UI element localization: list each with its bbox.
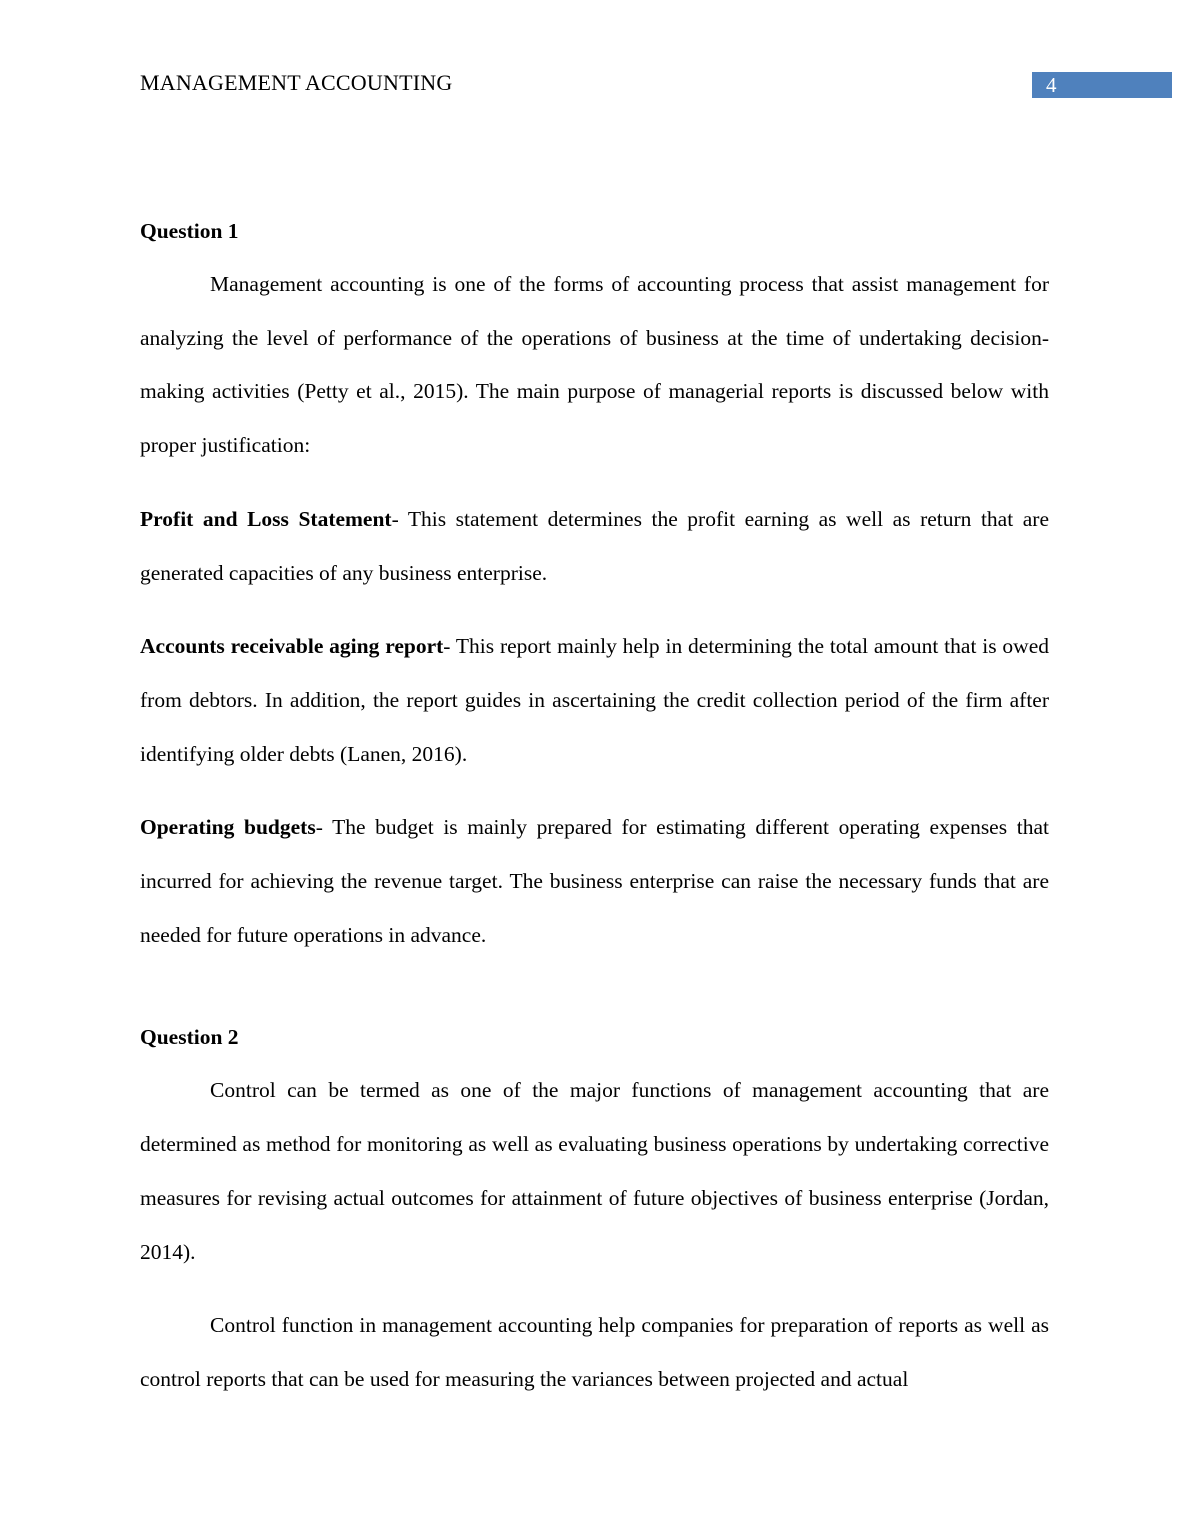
question-2-heading: Question 2 xyxy=(140,1025,239,1050)
page-number: 4 xyxy=(1046,73,1057,97)
question-2-paragraph: Control can be termed as one of the major functions of management accounting that are determined as method for monitoring as well as evaluating business operations by undertaking corrective measures for revising actual outcomes for attainment of future objectives of business enterprise (Jordan, 2014). xyxy=(140,1078,1049,1264)
question-2-paragraph: Control function in management accounting help companies for preparation of reports as well as control reports that can be used for measuring the variances between projected and actual xyxy=(140,1313,1049,1391)
report-item-term: Operating budgets xyxy=(140,815,316,840)
report-item-text: - This report mainly help in determining the total amount that is owed from debtors. In addition, the report guides in ascertaining the credit collection period of the firm after identifying older debts (Lanen, 2016). xyxy=(140,634,1049,766)
report-item-profit-loss xyxy=(140,493,1049,600)
running-header: MANAGEMENT ACCOUNTING xyxy=(140,70,453,95)
document-body xyxy=(140,212,1049,1407)
question-1-intro: Management accounting is one of the forms of accounting process that assist management for analyzing the level of performance of the operations of business at the time of undertaking decision-making activities (Petty et al., 2015). The main purpose of managerial reports is discussed below with proper justification: xyxy=(140,272,1049,458)
report-item-text: - The budget is mainly prepared for estimating different operating expenses that incurred for achieving the revenue target. The business enterprise can raise the necessary funds that are needed for future operations in advance. xyxy=(140,815,1049,947)
report-item-text: - This statement determines the profit earning as well as return that are generated capacities of any business enterprise. xyxy=(140,506,1049,585)
question-1-heading: Question 1 xyxy=(140,219,239,243)
report-item-term: Profit and Loss Statement xyxy=(140,506,392,531)
report-item-term: Accounts receivable aging report xyxy=(140,634,444,659)
report-item-operating-budgets xyxy=(140,801,1049,962)
page-number-badge xyxy=(1032,72,1172,98)
report-item-receivable-aging xyxy=(140,620,1049,781)
